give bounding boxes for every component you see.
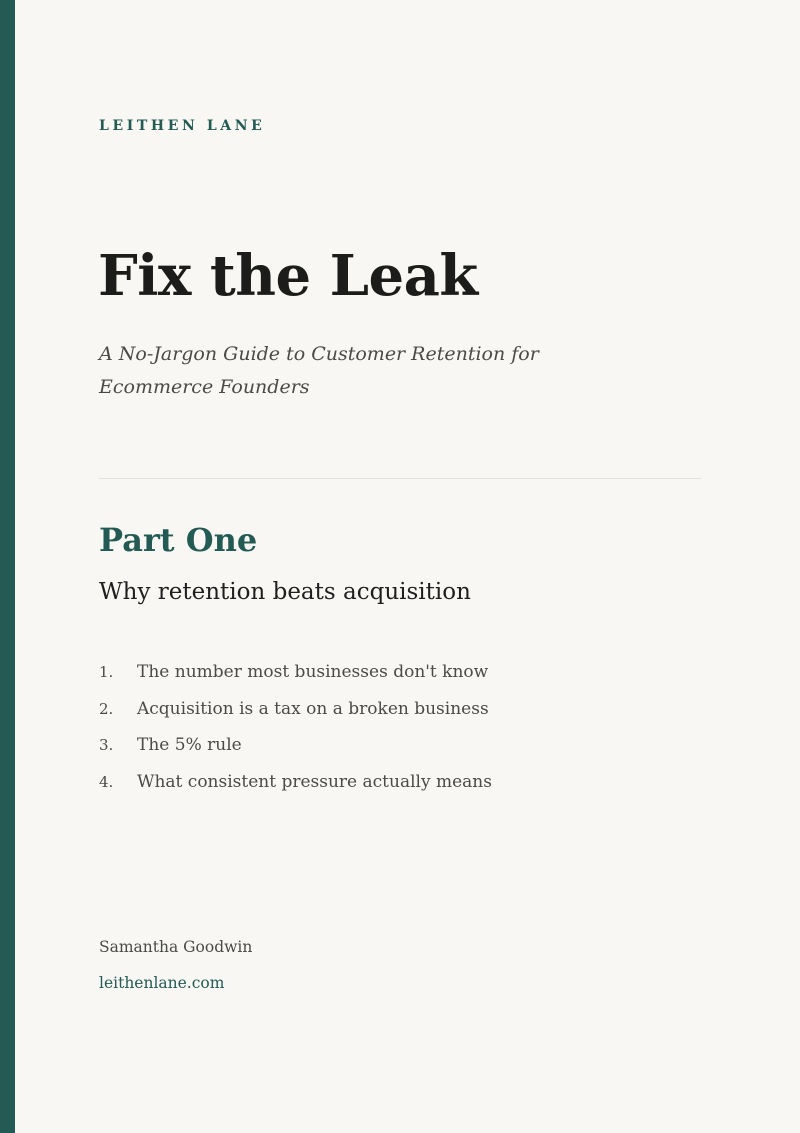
document-title: Fix the Leak: [98, 243, 478, 309]
cover-content: [99, 0, 701, 1133]
author-name: Samantha Goodwin: [99, 938, 253, 956]
chapter-item: [99, 729, 492, 766]
chapter-item: [99, 766, 492, 803]
chapter-title: Acquisition is a tax on a broken business: [137, 698, 489, 719]
chapter-title: The 5% rule: [137, 735, 242, 755]
accent-side-bar: [0, 0, 15, 1133]
chapter-title: The number most businesses don't know: [137, 662, 489, 682]
website-link[interactable]: leithenlane.com: [99, 974, 225, 992]
document-subtitle: A No-Jargon Guide to Customer Retention for Ecommerce Founders: [99, 343, 539, 398]
chapter-item: [99, 656, 492, 693]
chapter-list: [99, 656, 492, 802]
part-label: Part One: [99, 521, 258, 559]
chapter-number: 3.: [99, 736, 114, 754]
section-divider: [99, 478, 701, 479]
part-heading: Why retention beats acquisition: [99, 579, 471, 605]
chapter-title: What consistent pressure actually means: [137, 771, 492, 792]
chapter-item: [99, 693, 492, 730]
chapter-number: 4.: [99, 772, 114, 791]
brand-name: LEITHEN LANE: [99, 118, 266, 134]
chapter-number: 1.: [99, 663, 114, 681]
chapter-number: 2.: [99, 699, 114, 718]
